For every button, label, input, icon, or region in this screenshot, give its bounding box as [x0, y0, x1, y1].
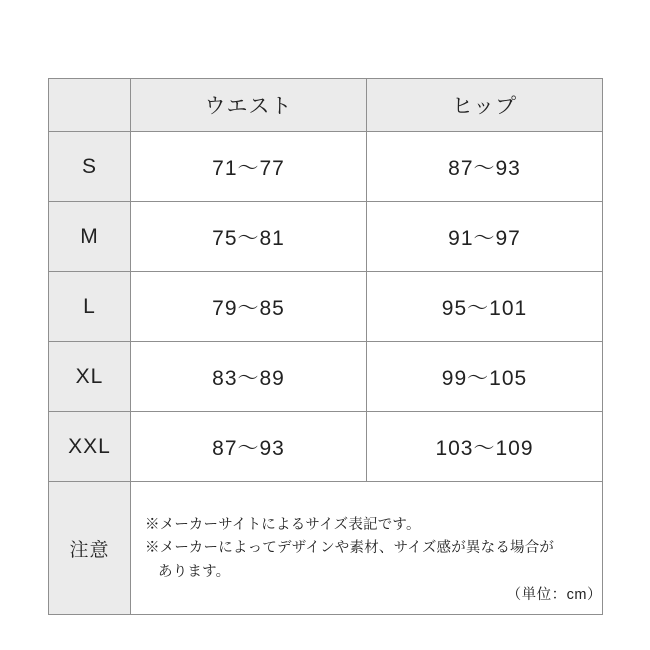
row-waist-value: 83〜89: [131, 342, 367, 412]
row-size-label: XL: [49, 342, 131, 412]
note-line-1: ※メーカーサイトによるサイズ表記です。: [145, 516, 421, 533]
row-hip-value: 91〜97: [367, 202, 603, 272]
row-waist-value: 79〜85: [131, 272, 367, 342]
note-line-3: あります。: [158, 563, 231, 580]
row-hip-value: 87〜93: [367, 132, 603, 202]
note-label: 注意: [49, 482, 131, 615]
row-hip-value: 103〜109: [367, 412, 603, 482]
row-size-label: M: [49, 202, 131, 272]
header-cell-hip: ヒップ: [367, 79, 603, 132]
row-waist-value: 87〜93: [131, 412, 367, 482]
table-row: [49, 272, 603, 342]
table-row: [49, 132, 603, 202]
row-waist-value: 75〜81: [131, 202, 367, 272]
table-row: [49, 202, 603, 272]
table-header: [49, 79, 603, 132]
header-cell-blank: [49, 79, 131, 132]
table-row: [49, 342, 603, 412]
header-row: [49, 79, 603, 132]
row-waist-value: 71〜77: [131, 132, 367, 202]
row-size-label: XXL: [49, 412, 131, 482]
size-table: [48, 78, 603, 615]
size-table-container: [48, 78, 602, 615]
header-cell-waist: ウエスト: [131, 79, 367, 132]
unit-caption: （単位：cm）: [506, 587, 602, 603]
row-hip-value: 95〜101: [367, 272, 603, 342]
note-line-2: ※メーカーによってデザインや素材、サイズ感が異なる場合が: [145, 540, 555, 557]
table-row: [49, 412, 603, 482]
table-body: [49, 132, 603, 615]
row-size-label: L: [49, 272, 131, 342]
row-hip-value: 99〜105: [367, 342, 603, 412]
row-size-label: S: [49, 132, 131, 202]
